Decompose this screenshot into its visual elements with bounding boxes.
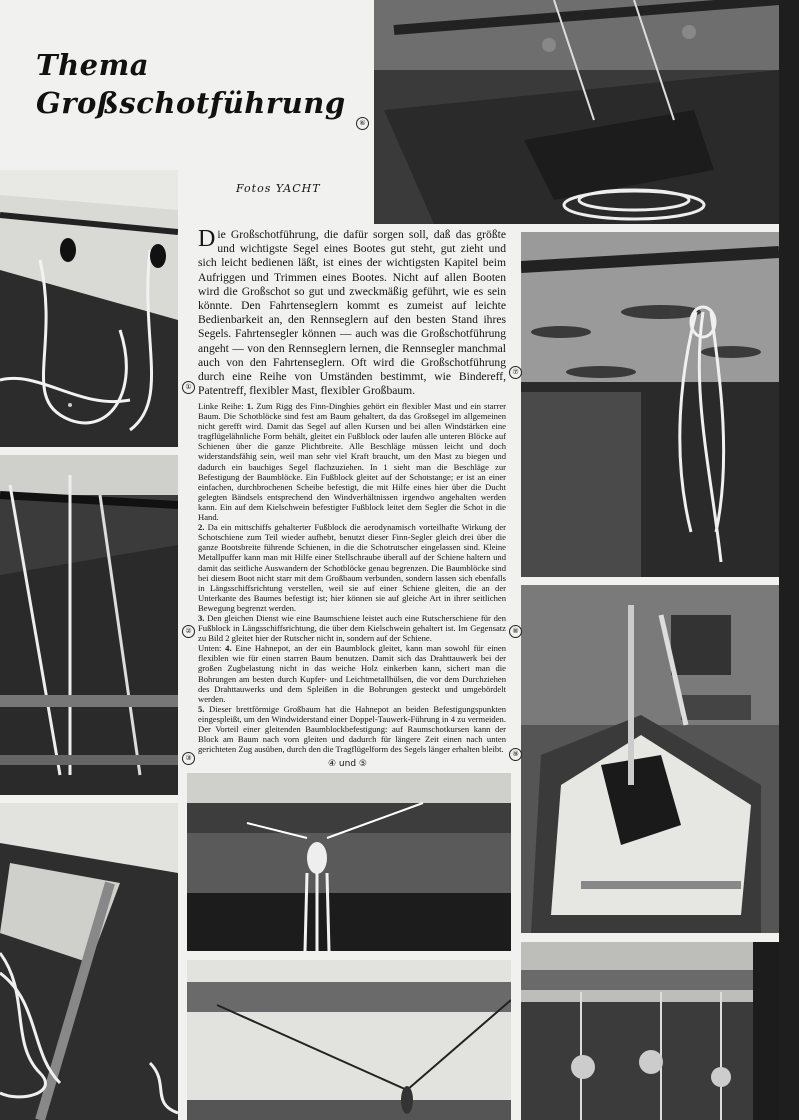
photo-marker-3: ③: [182, 752, 195, 765]
caption-5: 5. Dieser brettförmige Großbaum hat die Hahnepot an beiden Befestigungspunkten eingespleißt, um den Windwiderstand einer Doppel-Tauwerk-Führung in 4 zu vermeiden. Der Vorteil einer gleitenden Baumblockbefestigung: auf Raumschotkursen kann der Block am Baum nach vorn gleiten und dadurch für längere Zeit einen nach unten gerichteten Zug ausüben, durch den die Tragflügelform des Segels länger erhalten bleibt.: [198, 703, 506, 755]
photo-reference-4-5: ④ und ⑤: [328, 759, 367, 769]
photo-marker-1: ①: [182, 381, 195, 394]
photo-captions: [198, 401, 506, 754]
article-title: [36, 46, 366, 122]
photo-marker-7: ⑦: [509, 366, 522, 379]
caption-4: Unten: 4. Eine Hahnepot, an der ein Baumblock gleitet, kann man sowohl für einen flexiblen wie für einen starren Baum benutzen. Damit sich das Drahttauwerk bei der großen Zugbelastung nicht in das weiche Holz einkerben kann, sichert man die Bohrungen am besten durch Kupfer- und Leichtmetallhülsen, die vor dem Durchziehen des Drahttauwerks und dem Spleißen in die Bohrungen gesteckt und umgebördelt werden.: [198, 643, 506, 704]
photo-4-bridle: [187, 773, 511, 951]
photo-7-coiled-sheet: [521, 232, 779, 577]
caption-3: 3. Den gleichen Dienst wie eine Baumschiene leistet auch eine Rutscherschiene für den Fußblock in Längsschiffsrichtung, die über dem Kielschwein gehaltert ist. Im Gegensatz zu Bild 2 gleitet hier der Rutscher nicht in, sondern auf der Schiene.: [198, 612, 506, 644]
intro-paragraph: [198, 228, 506, 398]
photo-1-finn-boom: [0, 170, 178, 447]
photo-marker-6: ⑥: [356, 117, 369, 130]
article-title-line1: Thema: [36, 48, 150, 82]
caption-2: 2. Da ein mittschiffs gehalterter Fußblock die aerodynamisch vorteilhafte Wirkung der Schotschiene zum Teil wieder aufhebt, benutzt dieser Finn-Segler gleich drei über die ganze Bootsbreite führende Schienen, in die die Schotrutscher eingelassen sind. Kleine Metallpuffer kann man mit Hilfe einer Stellschraube überall auf der Schiene haltern und damit das seitliche Auswandern der Schotblöcke genau begrenzen. Die Baumblöcke sind bei diesem Boot nicht starr mit dem Großbaum verbunden, sondern lassen sich ebenfalls in Längsschiffsrichtung verstellen, weil sie auf einer Schiene gleiten, die an der Unterkante des Baumes befestigt ist; hier können sie auf gleiche Art in ihrer seitlichen Bewegung begrenzt werden.: [198, 522, 506, 613]
photo-6-boom-blocks: [374, 0, 779, 224]
article-title-line2: Großschotführung: [36, 86, 346, 120]
intro-text: ie Großschotführung, die dafür sorgen soll, daß das größte und wichtigste Segel eines Bootes gut steht, gut zieht und sich leicht bedienen läßt, ist eines der wichtigsten Kapitel beim Aufriggen und Trimmen eines Bootes. Nicht auf allen Booten wird die Großschot so gut und zweckmäßig geführt, wie es sein könnte. Den Fahrtenseglern kommt es zumeist auf leichte Bedienbarkeit an, den Rennseglern auf den besten Stand ihres Segels. Fahrtensegler können — auch was die Großschotführung angeht — von den Rennseglern lernen, die Rennsegler manchmal auch von den Fahrtenseglern. Oft wird die Großschotführung durch eine Reihe von Umständen bestimmt, wie Bindereff, Patentreff, flexibler Mast, flexibler Großbaum.: [198, 228, 506, 398]
photo-marker-8: ⑧: [509, 625, 522, 638]
caption-1: Linke Reihe: 1. Zum Rigg des Finn-Dinghies gehört ein flexibler Mast und ein starrer Baum. Die Schotblöcke sind fest am Baum gehaltert, da das Großsegel im allgemeinen nicht gerefft wird. Damit das Segel auf allen Kursen und bei allen Windstärken eine tragflügelähnliche Form behält, gleitet ein Fußblock oder laufen alle unteren Blöcke auf Schienen über die ganze Plichtbreite. Alle Beschläge müssen leicht und doch widerstandsfähig sein, weil man sehr viel Kraft braucht, um den Mast zu biegen und dadurch ein bauchiges Segel flachzuziehen. In 1 sieht man die Beschläge zur Befestigung der Baumblöcke. Ein Fußblock gleitet auf der Schotstange; er ist an einer einfachen, durchbrochenen Scheibe befestigt, die mit Hilfe eines hier über die Ducht gelegten Bändsels entsprechend den Windverhältnissen irgendwo angehalten werden kann. Ein auf dem Kielschwein befestigter Fußblock leitet dem Segler die Schot in die Hand.: [198, 401, 506, 523]
photo-2-three-tracks: [0, 455, 178, 795]
photo-bottom-right-boom-blocks: [521, 942, 779, 1120]
photo-marker-9: ⑨: [509, 748, 522, 761]
photo-8-dinghy-deck: [521, 585, 779, 933]
photo-credit: Fotos YACHT: [236, 182, 321, 195]
page-gutter-edge: [779, 0, 799, 1120]
photo-5-board-boom: [187, 960, 511, 1120]
photo-3-keelson-track: [0, 803, 178, 1120]
drop-cap: D: [198, 226, 216, 252]
photo-marker-2: ②: [182, 625, 195, 638]
